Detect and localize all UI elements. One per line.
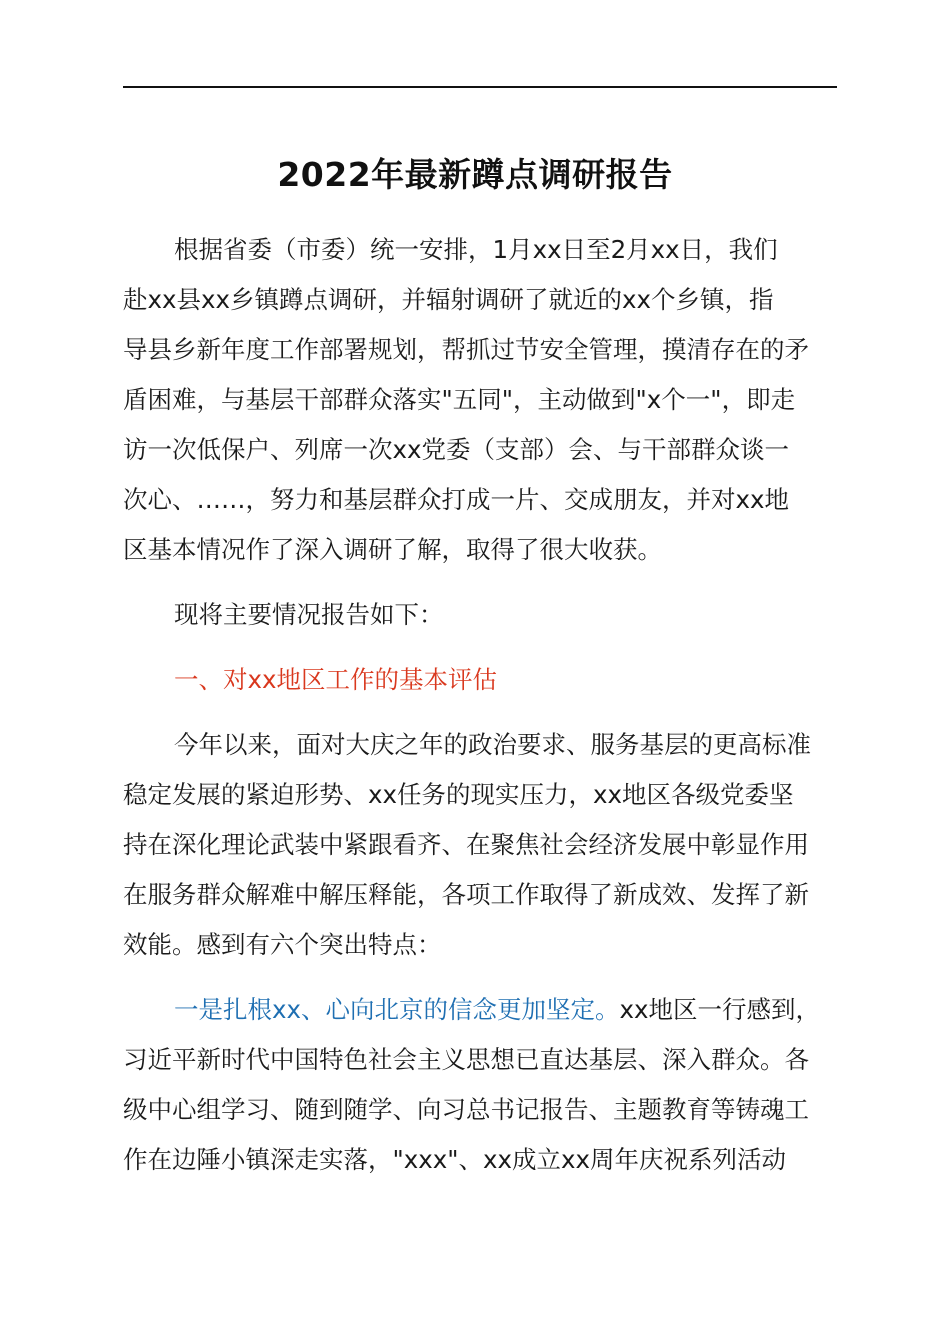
paragraph-line: 在服务群众解难中解压释能，各项工作取得了新成效、发挥了新 <box>123 880 809 909</box>
paragraph-line: 现将主要情况报告如下： <box>174 600 444 629</box>
header-rule <box>123 86 837 88</box>
paragraph-line: 导县乡新年度工作部署规划，帮抓过节安全管理，摸清存在的矛 <box>123 335 809 364</box>
assessment-paragraph <box>123 720 837 970</box>
paragraph-line: 今年以来，面对大庆之年的政治要求、服务基层的更高标准 <box>174 730 811 759</box>
point-one-rest: xx地区一行感到， <box>619 995 820 1024</box>
paragraph-line <box>123 985 837 1035</box>
document-title: 2022年最新蹲点调研报告 <box>277 155 673 194</box>
report-intro-paragraph <box>123 590 837 640</box>
paragraph-line: 根据省委（市委）统一安排，1月xx日至2月xx日，我们 <box>174 235 778 264</box>
paragraph-line: 级中心组学习、随到随学、向习总书记报告、主题教育等铸魂工 <box>123 1095 809 1124</box>
paragraph-line: 持在深化理论武装中紧跟看齐、在聚焦社会经济发展中彰显作用 <box>123 830 809 859</box>
paragraph-line: 作在边陲小镇深走实落，"xxx"、xx成立xx周年庆祝系列活动 <box>123 1145 787 1174</box>
point-one-paragraph <box>123 985 837 1185</box>
point-one-lead: 一是扎根xx、心向北京的信念更加坚定。 <box>174 995 620 1024</box>
paragraph-line: 访一次低保户、列席一次xx党委（支部）会、与干部群众谈一 <box>123 435 789 464</box>
paragraph-line: 习近平新时代中国特色社会主义思想已直达基层、深入群众。各 <box>123 1045 809 1074</box>
paragraph-line: 次心、……，努力和基层群众打成一片、交成朋友，并对xx地 <box>123 485 789 514</box>
section-heading-text: 一、对xx地区工作的基本评估 <box>174 665 497 694</box>
section-heading <box>123 655 837 705</box>
intro-paragraph <box>123 225 837 575</box>
paragraph-line: 赴xx县xx乡镇蹲点调研，并辐射调研了就近的xx个乡镇，指 <box>123 285 774 314</box>
paragraph-line: 盾困难，与基层干部群众落实"五同"，主动做到"x个一"，即走 <box>123 385 796 414</box>
paragraph-line: 区基本情况作了深入调研了解，取得了很大收获。 <box>123 535 662 564</box>
paragraph-line: 效能。感到有六个突出特点： <box>123 930 442 959</box>
paragraph-line: 稳定发展的紧迫形势、xx任务的现实压力，xx地区各级党委坚 <box>123 780 794 809</box>
